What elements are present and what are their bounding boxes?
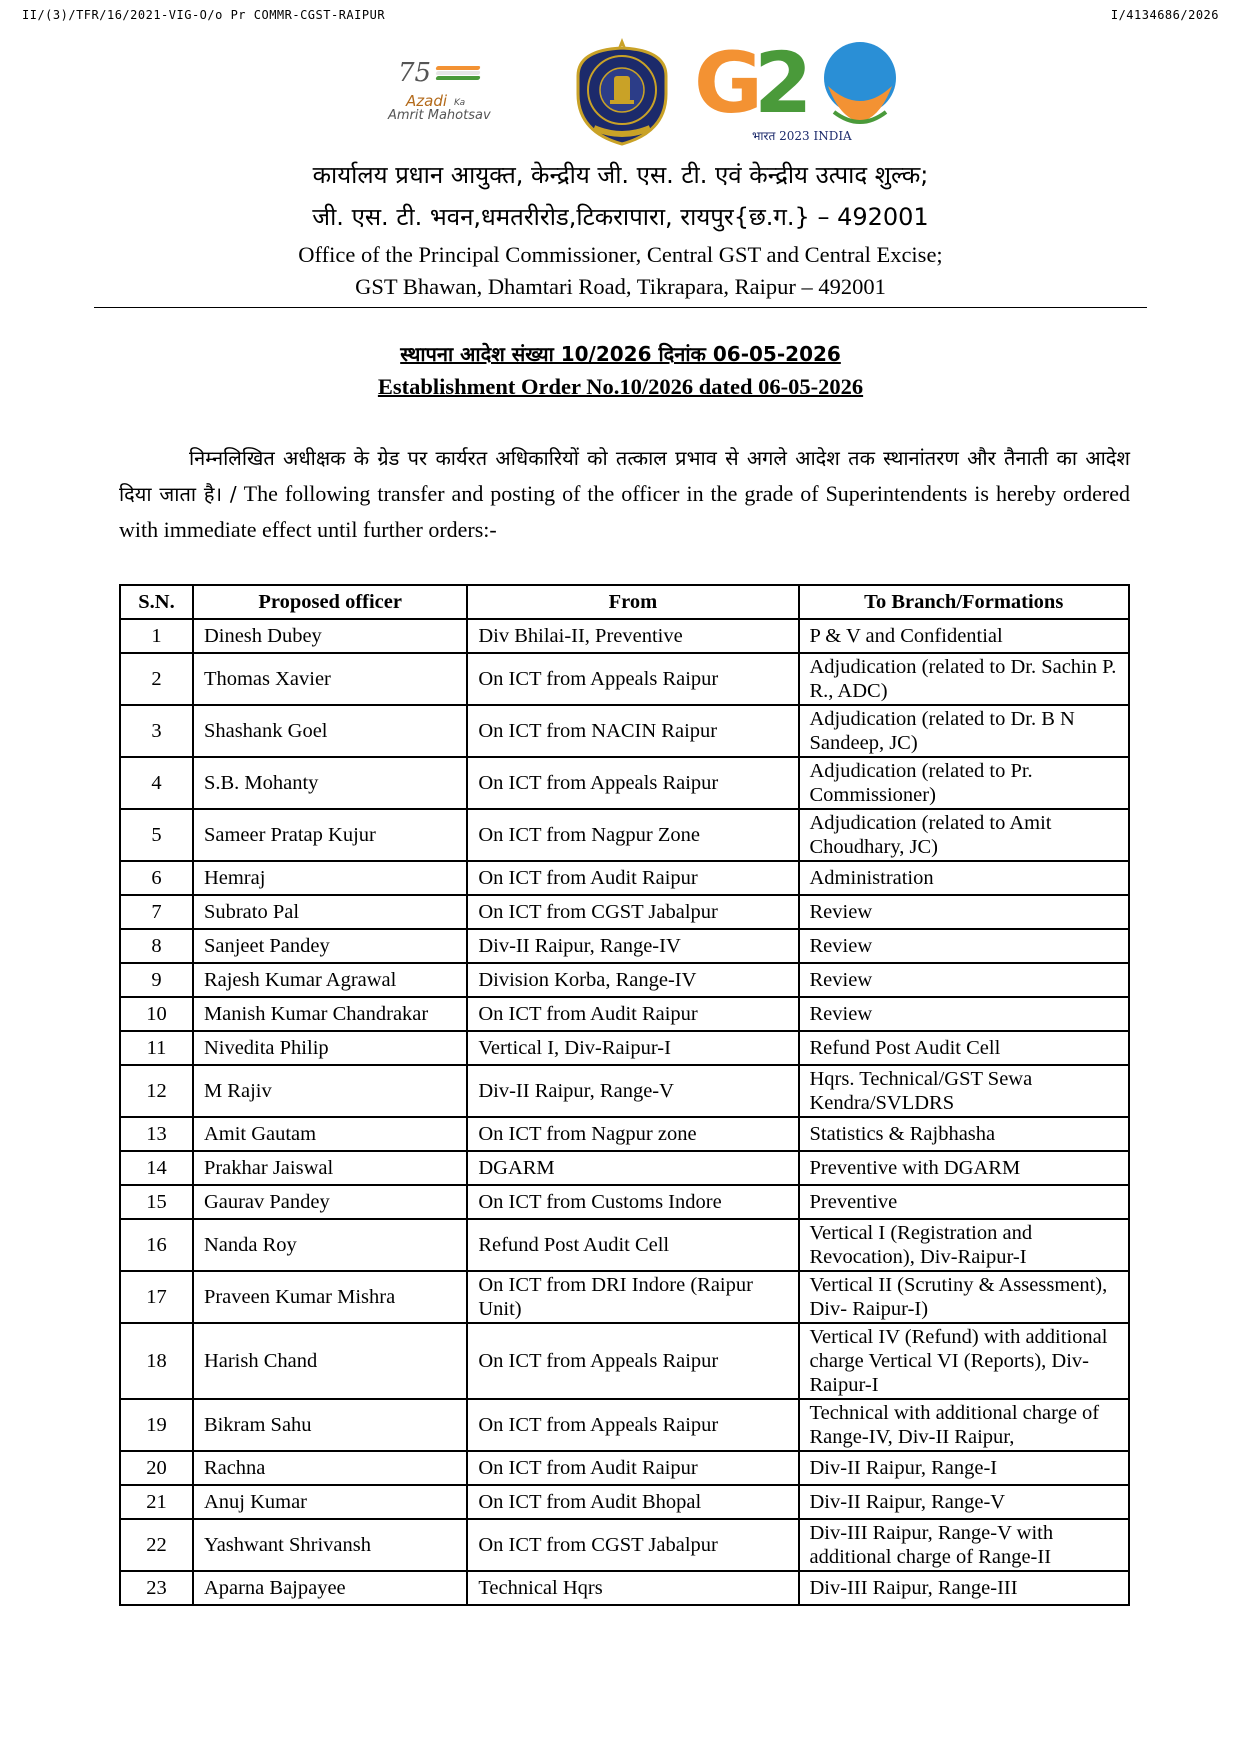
table-row	[120, 1399, 1129, 1451]
header-to-branch: To Branch/Formations	[799, 585, 1130, 619]
table-row	[120, 1271, 1129, 1323]
cell-sn: 15	[120, 1185, 193, 1219]
order-body-english: The following transfer and posting of the officer in the grade of Superintendents is hereby ordered with immediate effect until further orders:-	[119, 481, 1130, 542]
cell-to: Adjudication (related to Pr. Commissioner)	[799, 757, 1130, 809]
cell-sn: 5	[120, 809, 193, 861]
cell-to: Div-II Raipur, Range-V	[799, 1485, 1130, 1519]
cell-to: Adjudication (related to Amit Choudhary, JC)	[799, 809, 1130, 861]
cell-sn: 23	[120, 1571, 193, 1605]
cell-sn: 22	[120, 1519, 193, 1571]
table-row	[120, 1185, 1129, 1219]
office-address-hindi: जी. एस. टी. भवन,धमतरीरोड,टिकरापारा, रायपुर{छ.ग.} – 492001	[312, 203, 929, 231]
cell-to: Div-II Raipur, Range-I	[799, 1451, 1130, 1485]
cell-from: Division Korba, Range-IV	[467, 963, 798, 997]
cell-from: On ICT from CGST Jabalpur	[467, 1519, 798, 1571]
table-row	[120, 1451, 1129, 1485]
document-number: I/4134686/2026	[1110, 8, 1219, 22]
cell-officer: Prakhar Jaiswal	[193, 1151, 467, 1185]
cell-sn: 12	[120, 1065, 193, 1117]
cell-sn: 20	[120, 1451, 193, 1485]
cell-officer: Sanjeet Pandey	[193, 929, 467, 963]
cell-from: On ICT from Audit Raipur	[467, 1451, 798, 1485]
table-row	[120, 1323, 1129, 1399]
order-body	[119, 440, 1130, 547]
cell-officer: Thomas Xavier	[193, 653, 467, 705]
azadi-ka: Ka	[454, 98, 466, 108]
cell-to: Statistics & Rajbhasha	[799, 1117, 1130, 1151]
cell-from: Refund Post Audit Cell	[467, 1219, 798, 1271]
table-row	[120, 929, 1129, 963]
cell-sn: 10	[120, 997, 193, 1031]
cell-from: On ICT from Appeals Raipur	[467, 653, 798, 705]
cell-to: Administration	[799, 861, 1130, 895]
cell-officer: S.B. Mohanty	[193, 757, 467, 809]
cell-sn: 8	[120, 929, 193, 963]
cell-to: Vertical II (Scrutiny & Assessment), Div- Raipur-I)	[799, 1271, 1130, 1323]
cell-from: DGARM	[467, 1151, 798, 1185]
cell-sn: 14	[120, 1151, 193, 1185]
header-sn: S.N.	[120, 585, 193, 619]
cell-officer: Nanda Roy	[193, 1219, 467, 1271]
table-row	[120, 1065, 1129, 1117]
cell-from: On ICT from Audit Raipur	[467, 861, 798, 895]
cell-officer: Yashwant Shrivansh	[193, 1519, 467, 1571]
file-reference: II/(3)/TFR/16/2021-VIG-O/o Pr COMMR-CGST-RAIPUR	[22, 8, 386, 22]
azadi-seventy-five: 75	[398, 58, 432, 88]
cell-officer: Harish Chand	[193, 1323, 467, 1399]
cell-officer: Praveen Kumar Mishra	[193, 1271, 467, 1323]
cell-from: On ICT from DRI Indore (Raipur Unit)	[467, 1271, 798, 1323]
cell-from: Div-II Raipur, Range-IV	[467, 929, 798, 963]
cell-sn: 18	[120, 1323, 193, 1399]
cell-from: On ICT from NACIN Raipur	[467, 705, 798, 757]
cell-from: On ICT from Appeals Raipur	[467, 1399, 798, 1451]
cell-from: Div-II Raipur, Range-V	[467, 1065, 798, 1117]
cell-sn: 1	[120, 619, 193, 653]
table-row	[120, 809, 1129, 861]
cell-officer: Sameer Pratap Kujur	[193, 809, 467, 861]
cell-from: On ICT from Nagpur zone	[467, 1117, 798, 1151]
table-row	[120, 895, 1129, 929]
table-row	[120, 757, 1129, 809]
office-name-english: Office of the Principal Commissioner, Central GST and Central Excise;	[298, 242, 943, 267]
header-proposed-officer: Proposed officer	[193, 585, 467, 619]
cbic-emblem-icon	[564, 36, 680, 148]
cell-to: Preventive with DGARM	[799, 1151, 1130, 1185]
order-title-english: Establishment Order No.10/2026 dated 06-05-2026	[377, 374, 864, 399]
g20-lotus-icon	[694, 36, 906, 148]
tricolor-flag-icon	[436, 66, 480, 80]
cell-from: On ICT from Appeals Raipur	[467, 757, 798, 809]
azadi-ka-amrit-mahotsav-logo	[388, 56, 538, 136]
cell-to: Div-III Raipur, Range-III	[799, 1571, 1130, 1605]
cell-to: Review	[799, 895, 1130, 929]
svg-text:भारत 2023 INDIA: भारत 2023 INDIA	[752, 129, 852, 143]
header-from: From	[467, 585, 798, 619]
cell-officer: Rajesh Kumar Agrawal	[193, 963, 467, 997]
header-divider	[94, 307, 1147, 308]
cell-to: Vertical I (Registration and Revocation), Div-Raipur-I	[799, 1219, 1130, 1271]
table-row	[120, 1117, 1129, 1151]
cell-officer: Shashank Goel	[193, 705, 467, 757]
cell-sn: 17	[120, 1271, 193, 1323]
table-row	[120, 861, 1129, 895]
cell-sn: 16	[120, 1219, 193, 1271]
table-row	[120, 1571, 1129, 1605]
cell-to: Technical with additional charge of Range-IV, Div-II Raipur,	[799, 1399, 1130, 1451]
table-row	[120, 1151, 1129, 1185]
cell-officer: Manish Kumar Chandrakar	[193, 997, 467, 1031]
cell-officer: Subrato Pal	[193, 895, 467, 929]
cell-from: On ICT from Audit Raipur	[467, 997, 798, 1031]
cell-from: On ICT from Customs Indore	[467, 1185, 798, 1219]
cell-officer: Gaurav Pandey	[193, 1185, 467, 1219]
g20-india-logo	[694, 36, 906, 148]
cell-to: Review	[799, 963, 1130, 997]
cell-from: Vertical I, Div-Raipur-I	[467, 1031, 798, 1065]
cell-to: Review	[799, 929, 1130, 963]
cell-to: Refund Post Audit Cell	[799, 1031, 1130, 1065]
azadi-word: Azadi	[406, 92, 448, 110]
cell-sn: 19	[120, 1399, 193, 1451]
cell-from: On ICT from CGST Jabalpur	[467, 895, 798, 929]
table-row	[120, 619, 1129, 653]
cell-officer: Rachna	[193, 1451, 467, 1485]
cell-sn: 13	[120, 1117, 193, 1151]
cell-to: Div-III Raipur, Range-V with additional charge of Range-II	[799, 1519, 1130, 1571]
svg-text:G: G	[694, 36, 763, 132]
azadi-amrit-mahotsav: Amrit Mahotsav	[388, 108, 491, 123]
table-header-row	[120, 585, 1129, 619]
cell-from: Technical Hqrs	[467, 1571, 798, 1605]
table-body	[120, 619, 1129, 1605]
cell-officer: Amit Gautam	[193, 1117, 467, 1151]
cell-to: Vertical IV (Refund) with additional charge Vertical VI (Reports), Div-Raipur-I	[799, 1323, 1130, 1399]
cell-officer: Bikram Sahu	[193, 1399, 467, 1451]
cell-to: Adjudication (related to Dr. B N Sandeep, JC)	[799, 705, 1130, 757]
cell-sn: 11	[120, 1031, 193, 1065]
cell-sn: 4	[120, 757, 193, 809]
table-row	[120, 1219, 1129, 1271]
cell-sn: 6	[120, 861, 193, 895]
cell-officer: Dinesh Dubey	[193, 619, 467, 653]
table-row	[120, 1031, 1129, 1065]
cell-from: On ICT from Audit Bhopal	[467, 1485, 798, 1519]
table-row	[120, 1485, 1129, 1519]
office-name-hindi: कार्यालय प्रधान आयुक्त, केन्द्रीय जी. एस. टी. एवं केन्द्रीय उत्पाद शुल्क;	[312, 161, 929, 189]
cell-sn: 2	[120, 653, 193, 705]
cbic-emblem-logo	[564, 36, 680, 148]
cell-from: Div Bhilai-II, Preventive	[467, 619, 798, 653]
cell-from: On ICT from Appeals Raipur	[467, 1323, 798, 1399]
office-address-english: GST Bhawan, Dhamtari Road, Tikrapara, Raipur – 492001	[355, 274, 886, 299]
order-title-hindi: स्थापना आदेश संख्या 10/2026 दिनांक 06-05-2026	[400, 342, 841, 366]
cell-to: Adjudication (related to Dr. Sachin P. R., ADC)	[799, 653, 1130, 705]
table-row	[120, 997, 1129, 1031]
transfer-posting-table	[119, 584, 1130, 1606]
cell-from: On ICT from Nagpur Zone	[467, 809, 798, 861]
table-row	[120, 653, 1129, 705]
table-row	[120, 963, 1129, 997]
svg-text:2: 2	[754, 36, 813, 132]
logo-row	[0, 36, 1241, 148]
cell-officer: M Rajiv	[193, 1065, 467, 1117]
cell-sn: 9	[120, 963, 193, 997]
cell-sn: 21	[120, 1485, 193, 1519]
table-row	[120, 705, 1129, 757]
table-row	[120, 1519, 1129, 1571]
cell-to: Hqrs. Technical/GST Sewa Kendra/SVLDRS	[799, 1065, 1130, 1117]
cell-officer: Aparna Bajpayee	[193, 1571, 467, 1605]
cell-to: Review	[799, 997, 1130, 1031]
cell-sn: 7	[120, 895, 193, 929]
cell-officer: Hemraj	[193, 861, 467, 895]
cell-officer: Anuj Kumar	[193, 1485, 467, 1519]
cell-to: P & V and Confidential	[799, 619, 1130, 653]
cell-sn: 3	[120, 705, 193, 757]
order-body-hindi: निम्नलिखित अधीक्षक के ग्रेड पर कार्यरत अधिकारियों को तत्काल प्रभाव से अगले आदेश तक स्थानांतरण और तैनाती का आदेश दिया जाता है। /	[119, 446, 1130, 506]
cell-officer: Nivedita Philip	[193, 1031, 467, 1065]
cell-to: Preventive	[799, 1185, 1130, 1219]
